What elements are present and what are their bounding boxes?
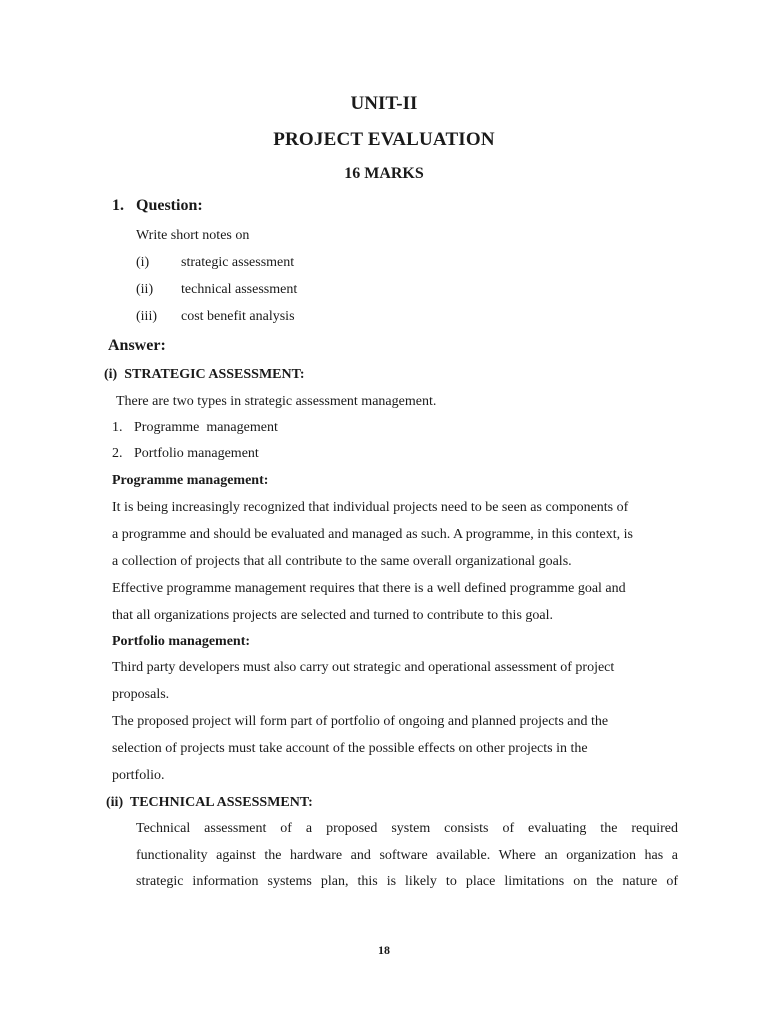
subheading-portfolio: Portfolio management: — [112, 634, 251, 649]
text-line: Third party developers must also carry out strategic and operational assessment of project — [112, 660, 615, 675]
question-heading — [112, 197, 203, 215]
subheading-programme: Programme management: — [112, 473, 269, 488]
text-line: Effective programme management requires that there is a well defined programme goal and — [112, 581, 626, 596]
text-line: portfolio. — [112, 768, 165, 783]
question-item-text: cost benefit analysis — [181, 309, 295, 324]
text-line: selection of projects must take account of the possible effects on other projects in the — [112, 741, 588, 756]
text-line: a collection of projects that all contribute to the same overall organizational goals. — [112, 554, 572, 569]
text-line: that all organizations projects are selected and turned to contribute to this goal. — [112, 608, 553, 623]
question-intro: Write short notes on — [136, 228, 250, 243]
strategic-intro: There are two types in strategic assessment management. — [116, 394, 437, 409]
question-item-text: strategic assessment — [181, 255, 295, 270]
text-line: Technical assessment of a proposed system consists of evaluating the required — [136, 821, 678, 836]
page-title: PROJECT EVALUATION — [273, 129, 495, 150]
list-item-number: 1. — [112, 420, 123, 435]
question-item — [136, 255, 294, 271]
question-item-text: technical assessment — [181, 282, 298, 297]
marks-heading: 16 MARKS — [344, 165, 424, 182]
question-item — [136, 282, 297, 298]
list-item-number: 2. — [112, 446, 123, 461]
list-item-text: Programme management — [134, 420, 278, 435]
question-item — [136, 309, 295, 325]
question-item-number: (iii) — [136, 309, 157, 324]
portfolio-paragraph — [112, 654, 614, 789]
text-line: strategic information systems plan, this is likely to place limitations on the nature of — [136, 874, 678, 889]
list-item — [112, 420, 278, 436]
text-line: The proposed project will form part of portfolio of ongoing and planned projects and the — [112, 714, 609, 729]
question-item-number: (ii) — [136, 282, 154, 297]
question-number: 1. — [112, 197, 124, 214]
technical-paragraph — [136, 816, 678, 896]
text-line: a programme and should be evaluated and managed as such. A programme, in this context, is — [112, 527, 633, 542]
list-item — [112, 446, 259, 462]
section-heading-strategic: (i) STRATEGIC ASSESSMENT: — [104, 367, 305, 382]
list-item-text: Portfolio management — [134, 446, 259, 461]
answer-heading: Answer: — [108, 337, 166, 354]
question-label: Question: — [136, 197, 203, 214]
page-number: 18 — [378, 943, 390, 957]
section-heading-technical: (ii) TECHNICAL ASSESSMENT: — [106, 795, 313, 810]
text-line: It is being increasingly recognized that individual projects need to be seen as components of — [112, 500, 629, 515]
question-item-number: (i) — [136, 255, 150, 270]
text-line: functionality against the hardware and software available. Where an organization has a — [136, 847, 678, 863]
programme-paragraph — [112, 494, 633, 629]
unit-heading: UNIT-II — [350, 93, 418, 114]
text-line: proposals. — [112, 687, 170, 702]
